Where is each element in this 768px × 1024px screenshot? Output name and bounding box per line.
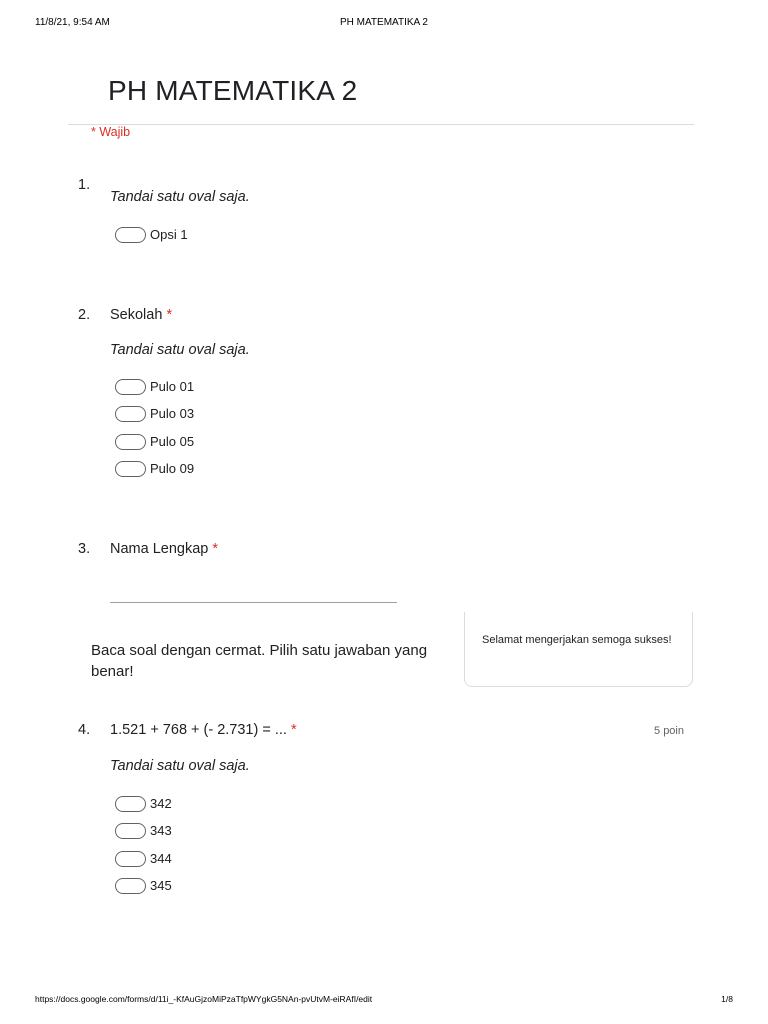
radio-oval[interactable]: [115, 379, 146, 395]
required-star: *: [290, 722, 297, 738]
print-datetime: 11/8/21, 9:54 AM: [35, 17, 110, 28]
option-label: 342: [150, 796, 172, 811]
required-star: *: [212, 541, 219, 557]
question-text: [110, 307, 172, 323]
question-number: 1.: [78, 177, 91, 193]
print-doc-title: PH MATEMATIKA 2: [340, 17, 428, 28]
radio-oval[interactable]: [115, 796, 146, 812]
option-label: Pulo 03: [150, 406, 195, 421]
page-number: 1/8: [721, 994, 733, 1004]
print-url: https://docs.google.com/forms/d/11i_-KfAuGjzoMiPzaTfpWYgkG5NAn-pvUtvM-eiRAfI/edit: [35, 994, 373, 1004]
option-label: Pulo 09: [150, 461, 195, 476]
section-description: Baca soal dengan cermat. Pilih satu jawaban yang benar!: [91, 642, 428, 680]
side-card-text: Selamat mengerjakan semoga sukses!: [482, 634, 672, 646]
radio-oval[interactable]: [115, 823, 146, 839]
option-label: 344: [150, 851, 172, 866]
section-side-card: [464, 612, 693, 687]
question-label: Nama Lengkap: [110, 541, 209, 557]
radio-oval[interactable]: [115, 878, 146, 894]
question-text: [110, 722, 297, 738]
radio-oval[interactable]: [115, 434, 146, 450]
question-text: [110, 541, 218, 557]
radio-oval[interactable]: [115, 406, 146, 422]
title-divider: [68, 124, 694, 125]
print-footer: [35, 994, 733, 1006]
question-number: 3.: [78, 541, 91, 557]
radio-oval[interactable]: [115, 227, 146, 243]
option-label: Opsi 1: [150, 227, 188, 242]
form-title: PH MATEMATIKA 2: [108, 75, 358, 106]
question-number: 4.: [78, 722, 91, 738]
required-note: * Wajib: [91, 125, 131, 139]
question-instruction: Tandai satu oval saja.: [110, 189, 250, 205]
radio-oval[interactable]: [115, 461, 146, 477]
name-answer-field[interactable]: [110, 602, 397, 603]
question-instruction: Tandai satu oval saja.: [110, 342, 250, 358]
question-instruction: Tandai satu oval saja.: [110, 758, 250, 774]
question-label: Sekolah: [110, 307, 163, 323]
radio-oval[interactable]: [115, 851, 146, 867]
option-label: Pulo 01: [150, 379, 195, 394]
option-label: 343: [150, 823, 172, 838]
option-label: Pulo 05: [150, 434, 195, 449]
points-label: 5 poin: [654, 725, 684, 737]
question-label: 1.521 + 768 + (- 2.731) = ...: [110, 722, 287, 738]
required-star: *: [166, 307, 173, 323]
question-number: 2.: [78, 307, 91, 323]
option-label: 345: [150, 878, 172, 893]
print-header: [35, 17, 733, 31]
